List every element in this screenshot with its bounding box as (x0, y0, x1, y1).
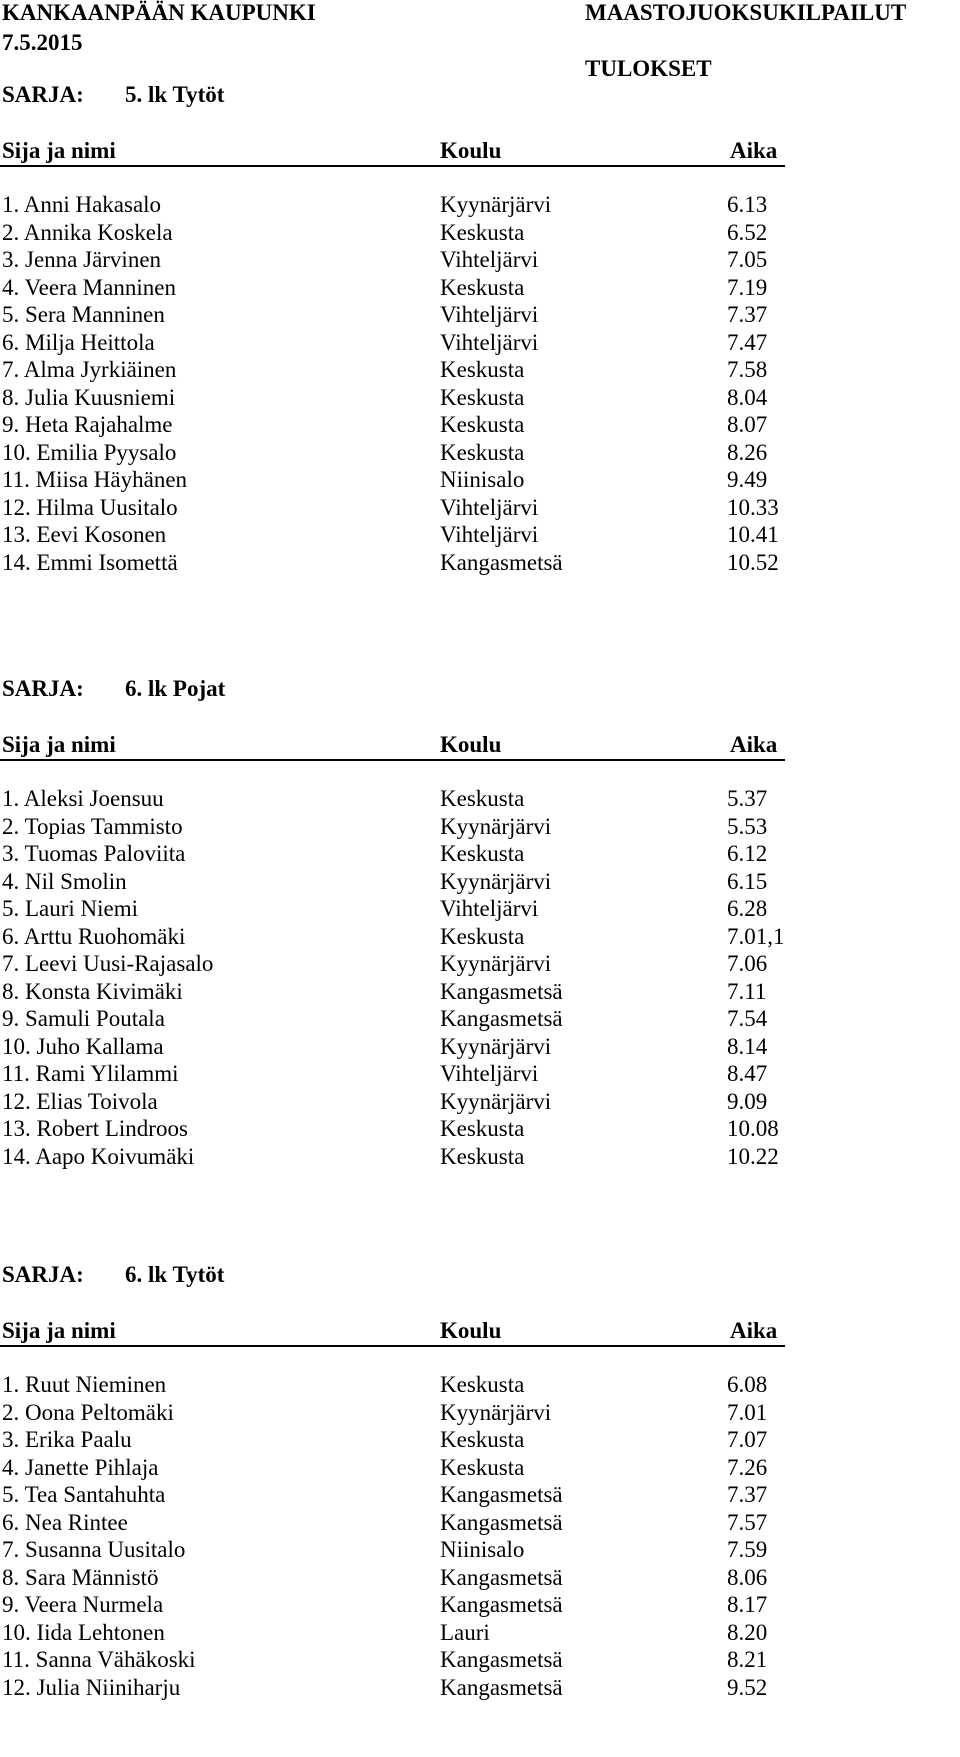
runner-school: Vihteljärvi (440, 247, 539, 272)
column-header-name: Sija ja nimi (2, 732, 116, 757)
runner-name: 6. Milja Heittola (2, 329, 155, 355)
event-title: MAASTOJUOKSUKILPAILUT (585, 0, 907, 25)
runner-name: 10. Juho Kallama (2, 1033, 164, 1059)
result-row (0, 951, 960, 981)
runner-time: 10.33 (727, 494, 779, 520)
result-row (0, 495, 960, 525)
runner-school: Keskusta (440, 439, 525, 465)
runner-school: Kangasmetsä (440, 1564, 563, 1590)
runner-name: 3. Jenna Järvinen (2, 247, 162, 272)
runner-school: Kyynärjärvi (440, 1033, 552, 1059)
runner-time: 9.49 (727, 467, 768, 492)
runner-time: 6.12 (727, 841, 768, 866)
runner-name: 5. Sera Manninen (2, 302, 165, 327)
column-header-school: Koulu (440, 1318, 502, 1343)
result-row (0, 1400, 960, 1430)
runner-time: 7.19 (727, 274, 768, 300)
runner-name: 5. Tea Santahuhta (2, 1482, 166, 1507)
runner-name: 11. Rami Ylilammi (2, 1061, 179, 1086)
series-label: SARJA: (2, 676, 84, 701)
runner-school: Keskusta (440, 384, 525, 410)
header-underline (0, 165, 785, 167)
runner-time: 8.17 (727, 1592, 768, 1617)
header-underline (0, 759, 785, 761)
series-name: 5. lk Tytöt (125, 82, 225, 107)
runner-school: Kangasmetsä (440, 1482, 563, 1507)
runner-school: Kyynärjärvi (440, 813, 552, 839)
result-row (0, 841, 960, 871)
runner-name: 1. Ruut Nieminen (2, 1372, 167, 1397)
result-row (0, 440, 960, 470)
result-row (0, 330, 960, 360)
runner-school: Keskusta (440, 1427, 525, 1452)
result-row (0, 247, 960, 277)
column-header-time: Aika (730, 1318, 778, 1343)
runner-school: Vihteljärvi (440, 302, 539, 327)
runner-name: 14. Emmi Isomettä (2, 549, 178, 575)
runner-school: Kangasmetsä (440, 549, 563, 575)
result-row (0, 1455, 960, 1485)
runner-name: 10. Emilia Pyysalo (2, 439, 177, 465)
runner-time: 10.08 (727, 1116, 779, 1141)
runner-school: Keskusta (440, 923, 525, 949)
runner-time: 7.57 (727, 1509, 768, 1535)
result-row (0, 1034, 960, 1064)
runner-school: Vihteljärvi (440, 1061, 539, 1086)
runner-school: Keskusta (440, 412, 525, 437)
result-row (0, 1061, 960, 1091)
runner-school: Keskusta (440, 357, 525, 382)
runner-time: 7.05 (727, 247, 768, 272)
runner-time: 7.01,1 (727, 923, 785, 949)
runner-time: 5.53 (727, 813, 768, 839)
runner-name: 2. Topias Tammisto (2, 813, 183, 839)
result-row (0, 1675, 960, 1705)
runner-time: 9.09 (727, 1088, 768, 1114)
runner-time: 6.52 (727, 219, 768, 245)
runner-school: Kangasmetsä (440, 1509, 563, 1535)
runner-school: Kyynärjärvi (440, 192, 552, 217)
runner-school: Vihteljärvi (440, 329, 539, 355)
runner-time: 7.26 (727, 1454, 768, 1480)
runner-name: 8. Konsta Kivimäki (2, 978, 183, 1004)
runner-school: Kangasmetsä (440, 1006, 563, 1031)
column-header-time: Aika (730, 138, 778, 163)
runner-time: 5.37 (727, 786, 768, 811)
event-date: 7.5.2015 (2, 30, 83, 55)
result-row (0, 979, 960, 1009)
runner-time: 7.58 (727, 357, 768, 382)
result-row (0, 412, 960, 442)
result-row (0, 220, 960, 250)
runner-name: 2. Annika Koskela (2, 219, 173, 245)
runner-time: 9.52 (727, 1674, 768, 1700)
runner-name: 13. Eevi Kosonen (2, 522, 167, 547)
runner-name: 6. Nea Rintee (2, 1509, 128, 1535)
runner-name: 6. Arttu Ruohomäki (2, 923, 186, 949)
runner-time: 7.11 (727, 978, 767, 1004)
runner-school: Kangasmetsä (440, 978, 563, 1004)
result-row (0, 1565, 960, 1595)
runner-name: 12. Julia Niiniharju (2, 1674, 181, 1700)
runner-time: 8.26 (727, 439, 768, 465)
runner-school: Kyynärjärvi (440, 951, 552, 976)
city-title: KANKAANPÄÄN KAUPUNKI (2, 0, 316, 25)
series-name: 6. lk Tytöt (125, 1262, 225, 1287)
result-row (0, 385, 960, 415)
runner-name: 9. Samuli Poutala (2, 1006, 165, 1031)
column-header-school: Koulu (440, 732, 502, 757)
runner-time: 10.52 (727, 549, 779, 575)
runner-time: 6.13 (727, 192, 768, 217)
runner-school: Lauri (440, 1619, 490, 1645)
series-name: 6. lk Pojat (125, 676, 226, 701)
result-row (0, 1006, 960, 1036)
runner-school: Keskusta (440, 1454, 525, 1480)
runner-name: 12. Elias Toivola (2, 1088, 158, 1114)
runner-name: 9. Heta Rajahalme (2, 412, 173, 437)
runner-time: 7.37 (727, 1482, 768, 1507)
runner-time: 7.07 (727, 1427, 768, 1452)
runner-name: 4. Veera Manninen (2, 274, 176, 300)
column-header-school: Koulu (440, 138, 502, 163)
series-label: SARJA: (2, 1262, 84, 1287)
runner-school: Niinisalo (440, 1537, 525, 1562)
result-row (0, 1116, 960, 1146)
runner-name: 12. Hilma Uusitalo (2, 494, 178, 520)
runner-time: 6.28 (727, 896, 768, 921)
column-header-name: Sija ja nimi (2, 1318, 116, 1343)
runner-name: 11. Sanna Vähäkoski (2, 1647, 196, 1672)
runner-school: Niinisalo (440, 467, 525, 492)
result-row (0, 1510, 960, 1540)
column-header-name: Sija ja nimi (2, 138, 116, 163)
result-row (0, 1144, 960, 1174)
runner-name: 4. Janette Pihlaja (2, 1454, 159, 1480)
runner-school: Keskusta (440, 1116, 525, 1141)
result-row (0, 1537, 960, 1567)
runner-school: Keskusta (440, 786, 525, 811)
result-row (0, 869, 960, 899)
runner-time: 7.06 (727, 951, 768, 976)
runner-time: 7.54 (727, 1006, 768, 1031)
runner-time: 8.07 (727, 412, 768, 437)
result-row (0, 924, 960, 954)
runner-school: Keskusta (440, 841, 525, 866)
runner-name: 9. Veera Nurmela (2, 1592, 164, 1617)
runner-time: 10.41 (727, 522, 779, 547)
runner-school: Kyynärjärvi (440, 868, 552, 894)
runner-name: 7. Leevi Uusi-Rajasalo (2, 951, 214, 976)
runner-time: 8.06 (727, 1564, 768, 1590)
runner-school: Kangasmetsä (440, 1647, 563, 1672)
runner-school: Kangasmetsä (440, 1674, 563, 1700)
runner-school: Keskusta (440, 274, 525, 300)
runner-school: Keskusta (440, 1372, 525, 1397)
result-row (0, 1620, 960, 1650)
runner-school: Kangasmetsä (440, 1592, 563, 1617)
runner-name: 3. Erika Paalu (2, 1427, 132, 1452)
runner-time: 6.15 (727, 868, 768, 894)
runner-school: Keskusta (440, 219, 525, 245)
result-row (0, 786, 960, 816)
result-row (0, 357, 960, 387)
runner-name: 8. Sara Männistö (2, 1564, 159, 1590)
runner-time: 8.04 (727, 384, 768, 410)
runner-name: 7. Susanna Uusitalo (2, 1537, 186, 1562)
runner-name: 11. Miisa Häyhänen (2, 467, 188, 492)
runner-time: 8.20 (727, 1619, 768, 1645)
result-row (0, 1372, 960, 1402)
result-row (0, 302, 960, 332)
runner-school: Vihteljärvi (440, 494, 539, 520)
runner-time: 7.01 (727, 1399, 768, 1425)
runner-school: Vihteljärvi (440, 522, 539, 547)
runner-name: 7. Alma Jyrkiäinen (2, 357, 177, 382)
runner-school: Keskusta (440, 1143, 525, 1169)
result-row (0, 550, 960, 580)
series-label: SARJA: (2, 82, 84, 107)
runner-name: 10. Iida Lehtonen (2, 1619, 165, 1645)
runner-name: 8. Julia Kuusniemi (2, 384, 176, 410)
runner-name: 2. Oona Peltomäki (2, 1399, 174, 1425)
runner-school: Kyynärjärvi (440, 1399, 552, 1425)
result-row (0, 1482, 960, 1512)
result-row (0, 1647, 960, 1677)
runner-name: 3. Tuomas Paloviita (2, 841, 186, 866)
runner-name: 5. Lauri Niemi (2, 896, 139, 921)
runner-time: 6.08 (727, 1372, 768, 1397)
result-row (0, 1592, 960, 1622)
runner-school: Vihteljärvi (440, 896, 539, 921)
runner-name: 13. Robert Lindroos (2, 1116, 188, 1141)
runner-name: 4. Nil Smolin (2, 868, 127, 894)
runner-name: 1. Anni Hakasalo (2, 192, 162, 217)
result-row (0, 192, 960, 222)
result-row (0, 467, 960, 497)
result-row (0, 1427, 960, 1457)
result-row (0, 814, 960, 844)
result-row (0, 275, 960, 305)
runner-time: 8.14 (727, 1033, 768, 1059)
runner-name: 14. Aapo Koivumäki (2, 1143, 195, 1169)
runner-time: 7.59 (727, 1537, 768, 1562)
runner-time: 7.47 (727, 329, 768, 355)
runner-time: 7.37 (727, 302, 768, 327)
result-row (0, 896, 960, 926)
results-title: TULOKSET (585, 56, 712, 81)
column-header-time: Aika (730, 732, 778, 757)
runner-time: 10.22 (727, 1143, 779, 1169)
runner-time: 8.21 (727, 1647, 768, 1672)
header-underline (0, 1345, 785, 1347)
runner-time: 8.47 (727, 1061, 768, 1086)
result-row (0, 522, 960, 552)
runner-name: 1. Aleksi Joensuu (2, 786, 164, 811)
runner-school: Kyynärjärvi (440, 1088, 552, 1114)
result-row (0, 1089, 960, 1119)
